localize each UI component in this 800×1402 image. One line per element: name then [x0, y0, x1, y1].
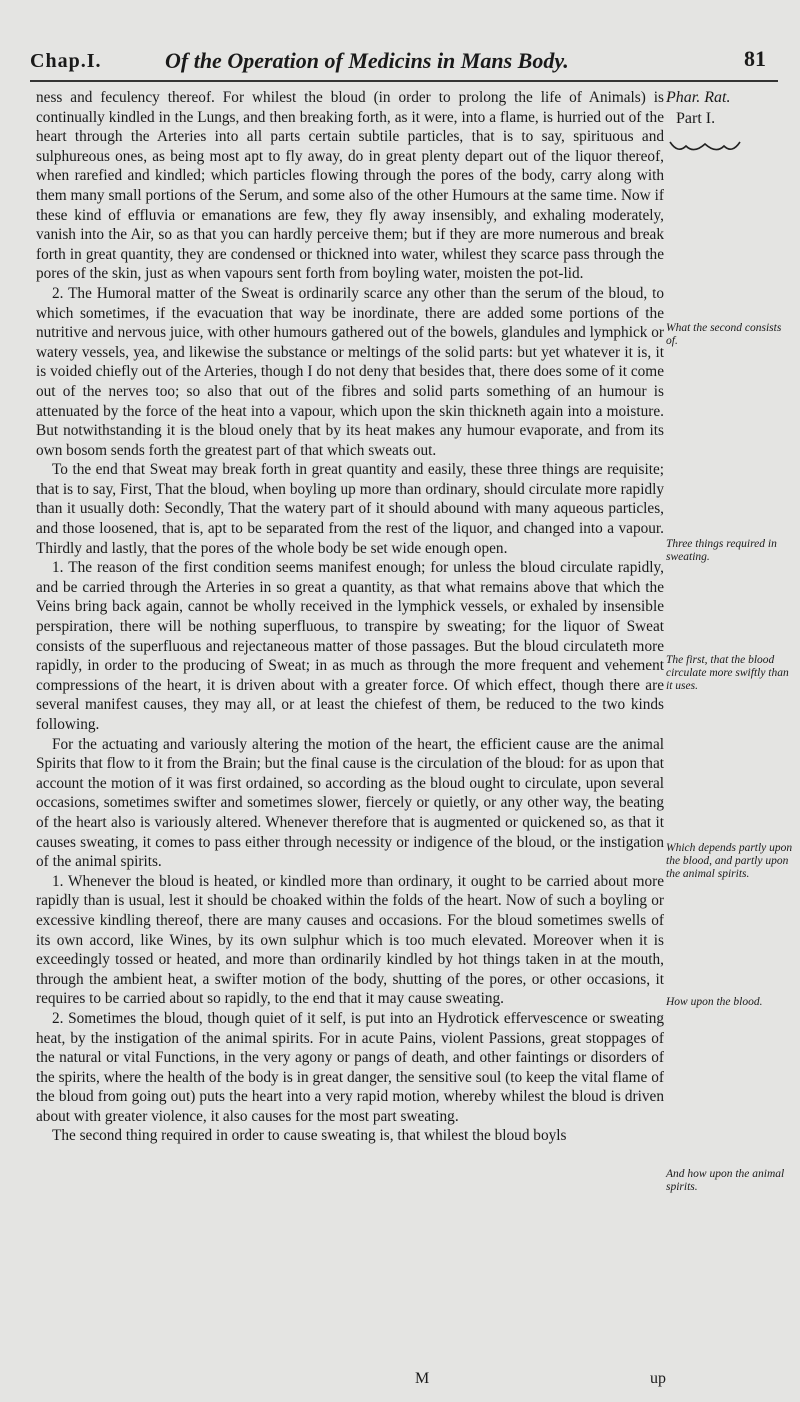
paragraph: The second thing required in order to cause sweating is, that whilest the bloud boyls — [52, 1127, 567, 1145]
catchword: up — [650, 1370, 666, 1387]
margin-running-title: Phar. Rat. — [666, 89, 731, 106]
margin-note: Three things required in sweating. — [666, 538, 777, 563]
margin-note: The first, that the blood circulate more swiftly than it uses. — [666, 654, 789, 692]
paragraph: 1. Whenever the bloud is heated, or kindled more than ordinary, it ought to be carried about more rapidly than is usual, lest it should be choaked within the folds of the heart. Now of such a boyling or excessive kindling thereof, there are many causes and occasions. For the bloud sometimes swells of its own accord, like Wines, by its own sulphur which is too much elevated. Moreover when it is exceedingly tossed or heated, and more than ordinarily kindled by hot things taken in at the mouth, through the ambient heat, a swifter motion of the body, shutting of the pores, or other occasions, it requires to be carried about so rapidly, to the end that it may cause sweating. — [36, 872, 664, 1008]
margin-part-label: Part I. — [676, 110, 716, 127]
paragraph: To the end that Sweat may break forth in great quantity and easily, these three things are requisite; that is to say, First, That the bloud, when boyling up more than ordinary, should circulate more rapidly than it usually doth: Secondly, That the watery part of it should abound with many aqueous particles, and those loosened, that is, apt to be separated from the rest of the liquor, and changed into a vapour. Thirdly and lastly, that the pores of the whole body be set wide enough open. — [36, 461, 664, 557]
paragraph: 2. The Humoral matter of the Sweat is ordinarily scarce any other than the serum of the bloud, to which sometimes, if the evacuation that way be inordinate, there are added some portions of the nutritive and nervous juice, with other humours gathered out of the bowels, glandules and lymphick or watery vessels, yea, and likewise the substance or meltings of the solid parts: but yet whatever it is, it is voided chiefly out of the Arteries, though I do not deny that besides that, there does some of it come out of the nerves too; so also that out of the fibres and solid parts something of an humour is attenuated by the force of the heat into a vapour, which upon the skin thickneth again into a moisture. But notwithstanding it is the bloud onely that by its heat makes any humour evaporate, and from its own bosom sends forth the greatest part of that which sweats out. — [36, 284, 664, 459]
margin-note: How upon the blood. — [666, 996, 763, 1008]
running-title: Of the Operation of Medicins in Mans Body. — [165, 48, 569, 73]
brace-ornament-icon — [668, 138, 742, 156]
paragraph: ness and feculency thereof. For whilest the bloud (in order to prolong the life of Animals) is continually kindled in the Lungs, and then breaking forth, as it were, into a flame, is hurried out of the heart through the Arteries into all parts certain subtile particles, that is to say, spirituous and sulphureous ones, as being most apt to fly away, do in great plenty depart out of the liquor thereof, when rarefied and kindled; which particles flowing through the pores of the body, carry along with them many small portions of the Serum, and some also of the other Humours at the same time. Now if these kind of effluvia or emanations are few, they fly away insensibly, and exhaling moderately, vanish into the Air, so as that you can hardly perceive them; but if they are more numerous and break forth in great quantity, they are condensed or thickned into water, whilest they scarce pass through the pores of the skin, just as when vapours sent forth from boyling water, moisten the pot-lid. — [36, 89, 664, 283]
signature-mark: M — [415, 1370, 430, 1387]
main-text — [36, 88, 664, 1146]
margin-note: Which depends partly upon the blood, and partly upon the animal spirits. — [666, 842, 793, 880]
paragraph: 2. Sometimes the bloud, though quiet of it self, is put into an Hydrotick effervescence or sweating heat, by the instigation of the animal spirits. For in acute Pains, violent Passions, great stoppages of the natural or vital Functions, in the very agony or pangs of death, and other faintings or disorders of the spirits, where the health of the body is in great danger, the sensitive soul (to keep the vital flame of the bloud from going out) puts the heart into a very rapid motion, whereby whilest the bloud is driven about with greater violence, it also causes for the most part sweating. — [36, 1009, 664, 1125]
margin-note: And how upon the animal spirits. — [666, 1168, 785, 1193]
running-header — [30, 44, 770, 80]
paragraph: 1. The reason of the first condition seems manifest enough; for unless the bloud circulate rapidly, and be carried through the Arteries in so great a quantity, as that what remains above that which the Veins bring back again, cannot be wholly received in the lymphick vessels, or exhaled by insensible perspiration, there will be nothing superfluous, to transpire by sweating; for the liquor of Sweat consists of the superfluous and rejectaneous matter of those passages. But the bloud circulateth more rapidly, in order to the producing of Sweat; in as much as through the more frequent and vehement compressions of the heart, it is driven about with a greater force. Of which effect, though there are several manifest causes, they may all, or at least the chiefest of them, be reduced to the two kinds following. — [36, 559, 664, 733]
header-rule — [30, 80, 778, 82]
margin-note: What the second consists of. — [666, 322, 782, 347]
chapter-label: Chap.I. — [30, 50, 102, 72]
page-number: 81 — [744, 46, 766, 71]
paragraph: For the actuating and variously altering the motion of the heart, the efficient cause are the animal Spirits that flow to it from the Brain; but the final cause is the circulation of the bloud: for as upon that account the motion of it was first ordained, so according as the bloud ought to circulate, upon several occasions, sometimes swifter and sometimes slower, fiercely or quietly, or any other way, the beating of the heart also is variously altered. Whenever therefore that is augmented or quickened so, as that it causes sweating, it comes to pass either through necessity or indigence of the bloud, or the instigation of the animal spirits. — [36, 735, 664, 871]
